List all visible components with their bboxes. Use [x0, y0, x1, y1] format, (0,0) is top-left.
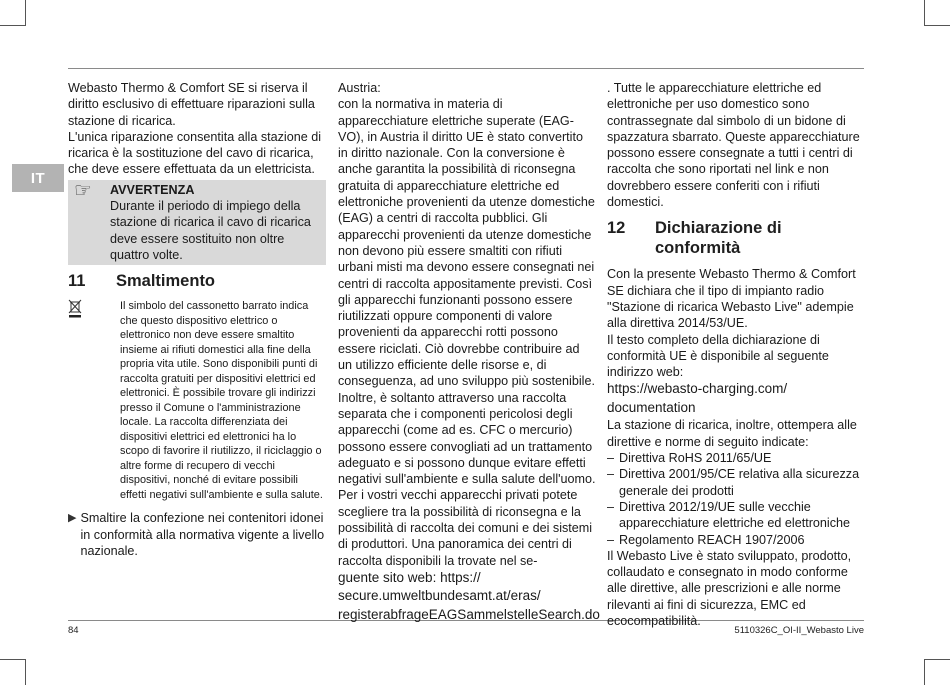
column-3 [607, 80, 864, 629]
section-11-heading [68, 271, 326, 291]
compliance-paragraph: Il Webasto Live è stato sviluppato, prodotto, collaudato e consegnato in modo conforme alle direttive, alle prescrizioni e alle norme rilevanti ai fini di sicurezza, EMC ed ecocompatibilità. [607, 548, 852, 629]
warning-title: AVVERTENZA [110, 182, 195, 197]
language-tab: IT [12, 164, 64, 192]
list-item: – Direttiva RoHS 2011/65/UE [607, 451, 772, 466]
page-number: 84 [68, 625, 79, 636]
column-2 [338, 80, 600, 624]
section-title: Dichiarazione di conformità [655, 219, 782, 258]
section-number: 11 [68, 272, 86, 291]
full-text-paragraph: Il testo completo della dichiarazione di conformità UE è disponibile al seguente indirizzo web: [607, 332, 829, 380]
repair-paragraph: Webasto Thermo & Comfort SE si riserva il diritto esclusivo di effettuare riparazioni sulla stazione di ricarica. [68, 81, 315, 128]
url-line-3[interactable]: registerabfrageEAGSammelstelleSearch.do [338, 606, 600, 622]
crop-mark-bottom-right [924, 659, 950, 685]
section-number: 12 [607, 219, 626, 238]
section-title: Smaltimento [116, 272, 216, 291]
column-1 [68, 80, 326, 559]
packaging-bullet [68, 510, 326, 559]
warning-content [110, 182, 322, 263]
list-item-text: Direttiva 2012/19/UE sulle vecchie apparecchiature elettriche ed elettroniche [619, 499, 851, 531]
bullet-text: Smaltire la confezione nei contenitori idonei in conformità alla normativa vigente a livello nazionale. [80, 511, 325, 558]
cable-paragraph: L'unica riparazione consentita alla stazione di ricarica è la sostituzione del cavo di ricarica, che deve essere effettuata da un elettricista. [68, 129, 322, 177]
list-item: – Regolamento REACH 1907/2006 [607, 532, 805, 547]
url-line-1: guente sito web: https:// [338, 569, 481, 585]
disposal-block [68, 299, 326, 502]
header-rule [68, 68, 864, 69]
disposal-continuation: . Tutte le apparecchiature elettriche ed elettroniche per uso domestico sono contrassegnate dal simbolo di un bidone di spazzatura sbarrato. Queste apparecchiature possono essere consegnate a tutti i centri di raccolta che sono riportati nel link e non dovrebbero essere conferiti con i rifiuti domestici. [607, 81, 860, 210]
crop-mark-top-left [0, 0, 26, 26]
disposal-text: Il simbolo del cassonetto barrato indica che questo dispositivo elettrico o elettronico non deve essere smaltito insieme ai rifiuti domestici alla fine della propria vita utile. Sono disponibili punti di raccolta gratuiti per dispositivi elettrici ed elettronici. È possibile trovare gli indirizzi presso il Comune o l'amministrazione locale. La raccolta differenziata dei dispositivi elettrici ed elettronici ha lo scopo di favorire il riutilizzo, il riciclaggio o altre forme di recupero di vecchi dispositivi, nonché di evitare possibili effetti negativi sull'ambiente e sulla salute. [120, 300, 323, 501]
directives-intro: La stazione di ricarica, inoltre, ottempera alle direttive e norme di seguito indicate: [607, 418, 857, 449]
crop-mark-bottom-left [0, 659, 26, 685]
crop-mark-top-right [924, 0, 950, 26]
bin-icon-graphic [68, 299, 82, 319]
austria-heading: Austria: [338, 81, 381, 95]
document-reference: 5110326C_OI-II_Webasto Live [734, 625, 864, 636]
url-line-2[interactable]: secure.umweltbundesamt.at/eras/ [338, 588, 541, 604]
list-item-text: Direttiva 2001/95/CE relativa alla sicurezza generale dei prodotti [619, 467, 860, 498]
documentation-url-1[interactable]: https://webasto-charging.com/ [607, 381, 788, 397]
section-12-heading [607, 218, 864, 258]
list-item-text: Direttiva RoHS 2011/65/UE [619, 451, 772, 466]
pointing-hand-icon: ☞ [74, 179, 92, 202]
list-item: – Direttiva 2001/95/CE relativa alla sicurezza generale dei prodotti [607, 466, 864, 499]
warning-box [68, 180, 326, 265]
crossed-bin-icon [68, 299, 112, 502]
declaration-paragraph: Con la presente Webasto Thermo & Comfort SE dichiara che il tipo di impianto radio "Stazione di ricarica Webasto Live" adempie alla direttiva 2014/53/UE. [607, 267, 856, 331]
list-item: – Direttiva 2012/19/UE sulle vecchie apparecchiature elettriche ed elettroniche [607, 499, 864, 532]
list-item-text: Regolamento REACH 1907/2006 [619, 532, 805, 547]
documentation-url-2[interactable]: documentation [607, 399, 696, 415]
austria-body: con la normativa in materia di apparecchiature elettriche superate (EAG-VO), in Austria il diritto UE è stato convertito in diritto nazionale. Con la conversione è anche garantita la possibilità di riconsegna gratuita di apparecchiature elettriche ed elettroniche provenienti da utenze domestiche (EAG) a centri di raccolta pubblici. Gli apparecchi provenienti da utenze domestiche non devono più essere smaltiti con rifiuti urbani misti ma devono essere consegnati nei centri di raccolta appositamente previsti. Così gli apparecchi funzionanti possono essere riutilizzati oppure componenti di valore provenienti da apparecchi rotti possono essere riciclati. Ciò dovrebbe contribuire ad un utilizzo efficiente delle risorse e, di conseguenza, ad uno sviluppo più sostenibile. Inoltre, è soltanto attraverso una raccolta separata che i componenti pericolosi degli apparecchi (come ad es. CFC o mercurio) possono essere convogliati ad un trattamento adeguato e si possono dunque evitare effetti negativi sull'ambiente e sulla salute dell'uomo. Per i vostri vecchi apparecchi privati potete scegliere tra la possibilità di riconsegna e la possibilità di raccolta dei comuni e dei sistemi di produttori. Una panoramica dei centri di raccolta disponibili la trovate nel se- [338, 97, 596, 568]
warning-text: Durante il periodo di impiego della stazione di ricarica il cavo di ricarica deve essere sostituito non oltre quattro volte. [110, 199, 311, 262]
triangle-bullet-icon: ▶ [68, 512, 77, 525]
